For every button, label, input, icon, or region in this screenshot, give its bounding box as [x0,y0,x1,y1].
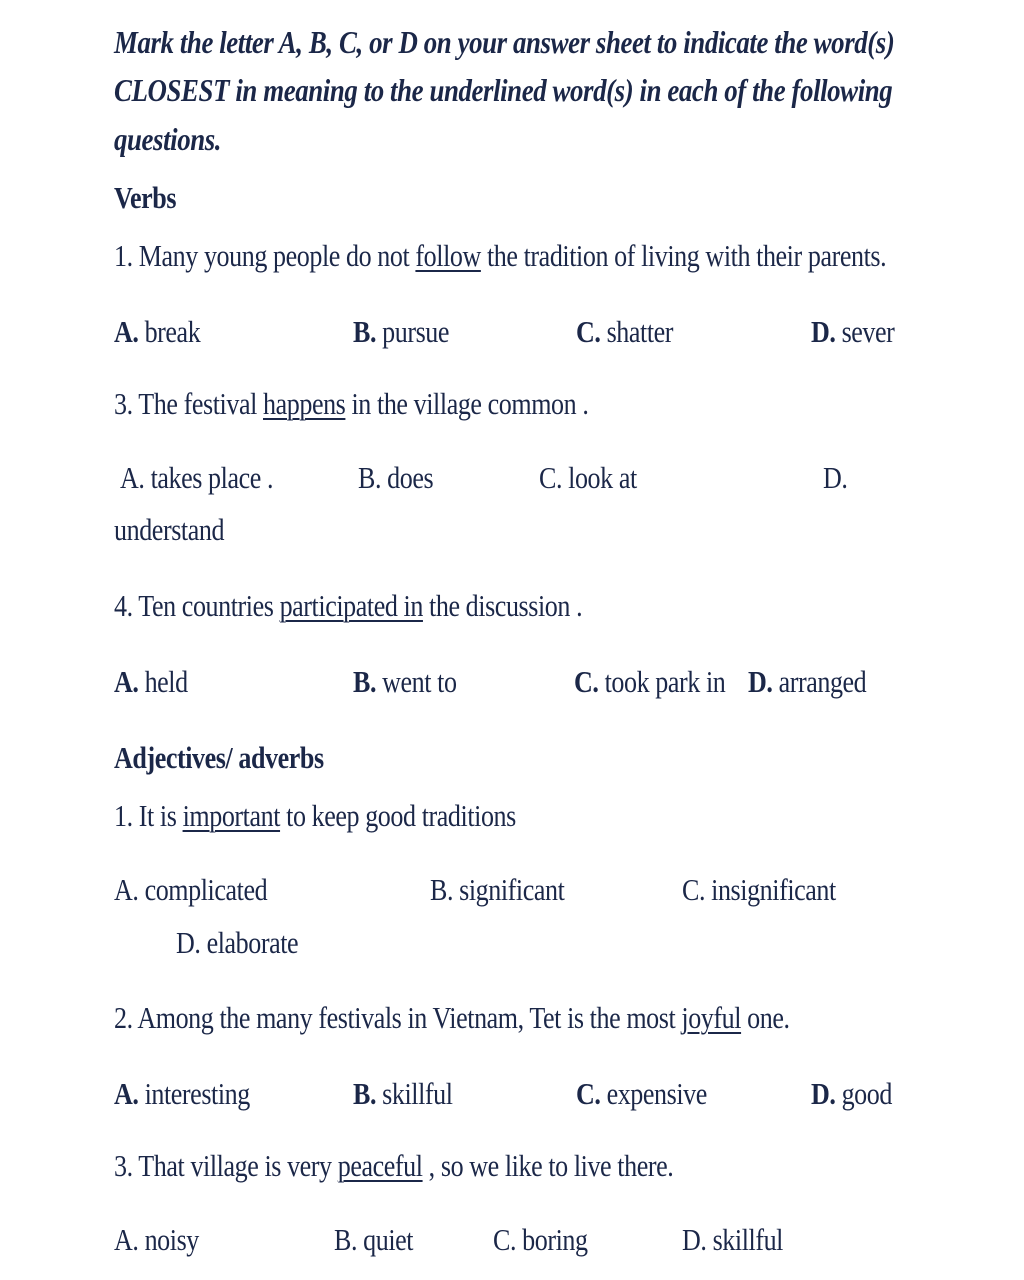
question-text: 1. It is [114,798,183,833]
question-text: the discussion . [422,588,583,623]
option-c [576,1076,707,1112]
instruction-line-1: Mark the letter A, B, C, or D on your answer sheet to indicate the word(s) [114,24,895,60]
option-d: D. [823,460,848,495]
option-c: C. insignificant [682,872,836,907]
instruction-line-2: CLOSEST in meaning to the underlined word(s) in each of the following [114,72,893,108]
question-adjectives-3 [114,1148,673,1184]
option-letter: C. [574,664,599,699]
question-adjectives-2 [114,1000,790,1036]
question-text: the tradition of living with their parents. [480,238,887,273]
option-d [811,1076,892,1112]
question-adjectives-1 [114,798,516,834]
option-text: took park in [598,664,726,699]
section-heading-adjectives: Adjectives/ adverbs [114,740,324,775]
option-letter: D. [811,314,836,349]
option-c: C. boring [493,1222,588,1257]
option-letter: D. [748,664,773,699]
underlined-word: happens [263,386,346,421]
option-a: A. noisy [114,1222,199,1257]
option-b [353,664,457,700]
question-verbs-3 [114,386,588,422]
option-c [576,314,673,350]
question-text: one. [741,1000,790,1035]
option-letter: C. [576,1076,601,1111]
option-text: good [835,1076,892,1111]
option-letter: A. [114,1076,139,1111]
option-letter: D. [811,1076,836,1111]
option-text: interesting [138,1076,250,1111]
underlined-word: participated in [279,588,423,623]
question-verbs-1 [114,238,886,274]
option-letter: A. [114,314,139,349]
option-letter: A. [114,664,139,699]
question-text: 3. The festival [114,386,264,421]
question-text: to keep good traditions [280,798,516,833]
option-a [114,1076,250,1112]
option-b [353,314,449,350]
option-a [114,664,188,700]
section-heading-verbs: Verbs [114,180,177,215]
option-c [574,664,725,700]
underlined-word: peaceful [337,1148,423,1183]
question-text: 2. Among the many festivals in Vietnam, Tet is the most [114,1000,682,1035]
question-text: 1. Many young people do not [114,238,416,273]
option-text: break [138,314,201,349]
option-b: B. quiet [334,1222,414,1257]
option-letter: B. [353,314,377,349]
underlined-word: important [182,798,281,833]
option-a: A. takes place . [120,460,274,495]
underlined-word: follow [415,238,481,273]
option-d [811,314,894,350]
option-b: B. significant [430,872,565,907]
option-text: pursue [376,314,450,349]
option-d-continued: understand [114,512,225,547]
option-b [353,1076,453,1112]
option-text: went to [376,664,457,699]
option-d: D. elaborate [176,925,299,960]
option-b: B. does [358,460,434,495]
instruction-line-3: questions. [114,121,222,157]
option-d [748,664,866,700]
question-text: in the village common . [345,386,589,421]
option-letter: B. [353,1076,377,1111]
option-d: D. skillful [682,1222,783,1257]
option-text: sever [835,314,895,349]
option-text: arranged [772,664,867,699]
question-verbs-4 [114,588,582,624]
option-a [114,314,200,350]
question-text: , so we like to live there. [422,1148,674,1183]
question-text: 4. Ten countries [114,588,280,623]
option-text: held [138,664,188,699]
option-letter: B. [353,664,377,699]
option-letter: C. [576,314,601,349]
underlined-word: joyful [681,1000,742,1035]
option-c: C. look at [539,460,637,495]
option-text: expensive [600,1076,707,1111]
option-text: skillful [376,1076,453,1111]
question-text: 3. That village is very [114,1148,338,1183]
option-a: A. complicated [114,872,268,907]
option-text: shatter [600,314,674,349]
